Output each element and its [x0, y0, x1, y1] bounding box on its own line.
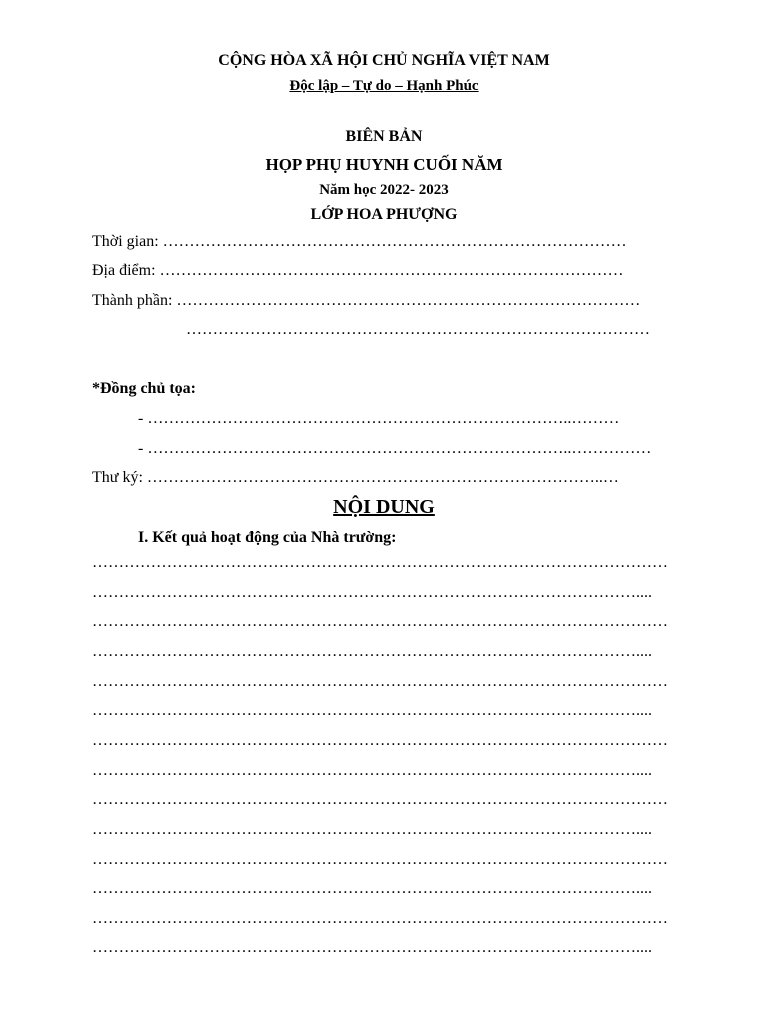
motto: Độc lập – Tự do – Hạnh Phúc — [289, 78, 479, 94]
place-field: Địa điểm: …………………………………………………………………………… — [92, 262, 624, 279]
content-line: ………………………………………………………………………………………….... — [92, 939, 652, 956]
school-year: Năm học 2022- 2023 — [319, 182, 449, 198]
participants-field: Thành phần: …………………………………………………………………………… — [92, 292, 641, 309]
content-line: ………………………………………………………………………………………….... — [92, 821, 652, 838]
content-line: ……………………………………………………………………………………………… — [92, 554, 668, 571]
content-line: ………………………………………………………………………………………….... — [92, 880, 652, 897]
content-line: ………………………………………………………………………………………….... — [92, 702, 652, 719]
content-line: ………………………………………………………………………………………….... — [92, 762, 652, 779]
content-line: ……………………………………………………………………………………………… — [92, 851, 668, 868]
chair-line-1: - ……………………………………………………………………..……… — [138, 410, 620, 427]
nation-header: CỘNG HÒA XÃ HỘI CHỦ NGHĨA VIỆT NAM — [218, 52, 550, 69]
chair-heading: *Đồng chủ tọa: — [92, 380, 197, 397]
secretary-field: Thư ký: …………………………………………………………………………..… — [92, 469, 619, 486]
content-line: ……………………………………………………………………………………………… — [92, 732, 668, 749]
content-line: ……………………………………………………………………………………………… — [92, 613, 668, 630]
class-name: LỚP HOA PHƯỢNG — [310, 206, 458, 223]
participants-continuation: …………………………………………………………………………… — [186, 321, 650, 338]
section-1-heading: I. Kết quả hoạt động của Nhà trường: — [138, 529, 397, 546]
doc-type-title: BIÊN BẢN — [345, 128, 423, 145]
content-line: ………………………………………………………………………………………….... — [92, 584, 652, 601]
content-line: ……………………………………………………………………………………………… — [92, 910, 668, 927]
content-heading: NỘI DUNG — [333, 496, 435, 518]
meeting-title: HỌP PHỤ HUYNH CUỐI NĂM — [265, 155, 503, 174]
content-line: ……………………………………………………………………………………………… — [92, 791, 668, 808]
content-line: ………………………………………………………………………………………….... — [92, 643, 652, 660]
chair-line-2: - ……………………………………………………………………..…………… — [138, 440, 652, 457]
time-field: Thời gian: …………………………………………………………………………… — [92, 233, 627, 250]
content-line: ……………………………………………………………………………………………… — [92, 673, 668, 690]
